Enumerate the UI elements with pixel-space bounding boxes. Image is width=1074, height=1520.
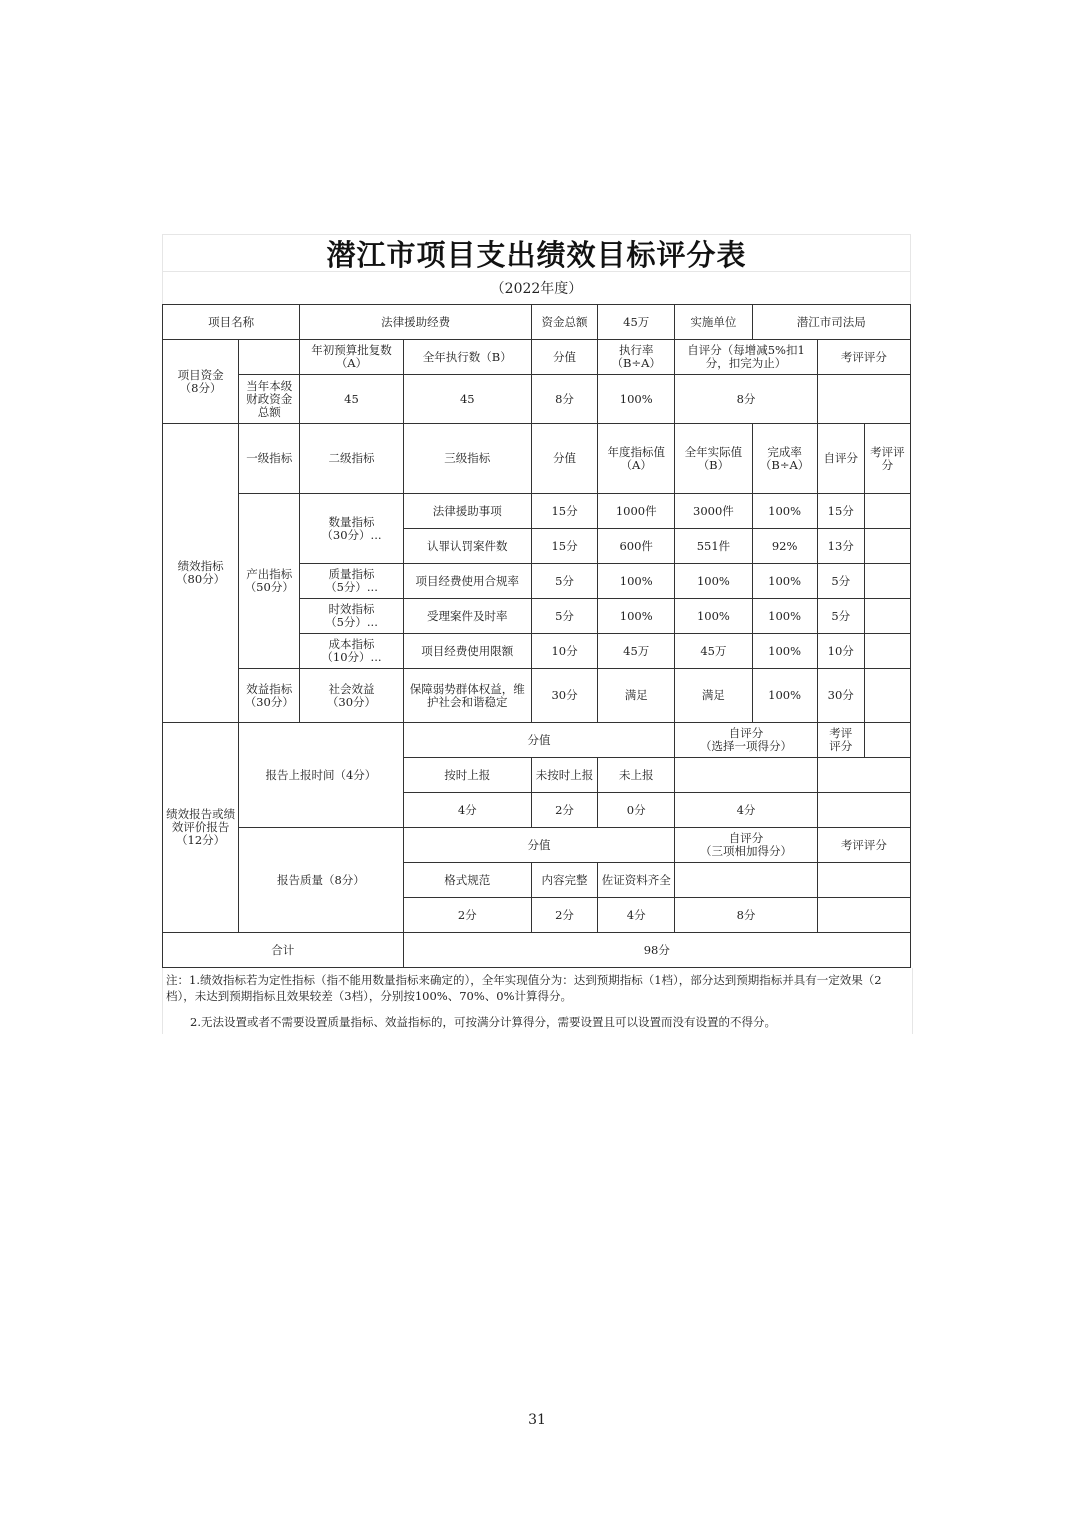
quality-option-format: 格式规范 [403, 863, 531, 898]
row-review [864, 494, 910, 529]
row-actual: 45万 [675, 634, 752, 669]
row-name: 认罪认罚案件数 [403, 529, 531, 564]
quality-score-content: 2分 [531, 898, 597, 933]
unit-label: 实施单位 [675, 305, 752, 340]
funds-col-rate: 执行率 （B÷A） [598, 340, 675, 375]
row-review [864, 634, 910, 669]
row-review [864, 529, 910, 564]
funds-review-score [817, 375, 910, 424]
row-target: 100% [598, 564, 675, 599]
quality-self-empty [675, 863, 817, 898]
quality-review-empty [817, 863, 910, 898]
time-option-late: 未按时上报 [531, 758, 597, 793]
total-label: 合计 [163, 933, 404, 968]
row-name: 项目经费使用限额 [403, 634, 531, 669]
header-row [163, 305, 911, 340]
report-quality-score-label: 分值 [403, 828, 675, 863]
row-name: 法律援助事项 [403, 494, 531, 529]
funds-empty-cell [239, 340, 300, 375]
table-row [163, 494, 911, 529]
funds-row-label: 当年本级财政资金总额 [239, 375, 300, 424]
page-title: 潜江市项目支出绩效目标评分表 [326, 237, 747, 272]
quality-score-evidence: 4分 [598, 898, 675, 933]
page-number: 31 [528, 1412, 546, 1428]
score-sheet [162, 234, 911, 1034]
report-quality-self-label: 自评分 （三项相加得分） [675, 828, 817, 863]
report-time-review-label: 考评 评分 [817, 723, 864, 758]
perf-col-level2: 二级指标 [300, 424, 403, 494]
row-completion: 100% [752, 669, 817, 723]
row-target: 600件 [598, 529, 675, 564]
time-score-ontime: 4分 [403, 793, 531, 828]
year-row [162, 271, 911, 304]
quality-option-evidence: 佐证资料齐全 [598, 863, 675, 898]
note-1: 注：1.绩效指标若为定性指标（指不能用数量指标来确定的），全年实现值分为：达到预期指标（1档），部分达到预期指标并具有一定效果（2档），未达到预期指标且效果较差（3档），分别按100%、70%、0%计算得分。 [166, 973, 882, 1003]
row-self: 15分 [817, 494, 864, 529]
perf-col-score: 分值 [531, 424, 597, 494]
perf-col-self: 自评分 [817, 424, 864, 494]
time-self-empty [675, 758, 817, 793]
total-row [163, 933, 911, 968]
row-name: 保障弱势群体权益，维护社会和谐稳定 [403, 669, 531, 723]
project-name-label: 项目名称 [163, 305, 300, 340]
report-time-header-row [163, 723, 911, 758]
funds-col-self: 自评分（每增减5%扣1分，扣完为止） [675, 340, 817, 375]
row-score: 5分 [531, 599, 597, 634]
performance-section-label: 绩效指标 （80分） [163, 424, 239, 723]
perf-col-target: 年度指标值（A） [598, 424, 675, 494]
row-completion: 100% [752, 634, 817, 669]
time-self-score: 4分 [675, 793, 817, 828]
time-review-empty [817, 758, 910, 793]
row-target: 1000件 [598, 494, 675, 529]
unit-name: 潜江市司法局 [752, 305, 910, 340]
cost-indicator-label: 成本指标 （10分）... [300, 634, 403, 669]
funds-col-budget: 年初预算批复数（A） [300, 340, 403, 375]
row-score: 15分 [531, 494, 597, 529]
funds-rate: 100% [598, 375, 675, 424]
time-option-ontime: 按时上报 [403, 758, 531, 793]
social-benefit-label: 社会效益 （30分） [300, 669, 403, 723]
table-row [163, 669, 911, 723]
funds-header-row [163, 340, 911, 375]
quality-review-score [817, 898, 910, 933]
perf-col-level1: 一级指标 [239, 424, 300, 494]
row-self: 13分 [817, 529, 864, 564]
report-section-label: 绩效报告或绩效评价报告（12分） [163, 723, 239, 933]
quality-score-format: 2分 [403, 898, 531, 933]
row-completion: 100% [752, 564, 817, 599]
row-self: 5分 [817, 599, 864, 634]
perf-col-actual: 全年实际值（B） [675, 424, 752, 494]
perf-col-completion: 完成率 （B÷A） [752, 424, 817, 494]
row-completion: 92% [752, 529, 817, 564]
row-name: 项目经费使用合规率 [403, 564, 531, 599]
report-time-score-label: 分值 [403, 723, 675, 758]
row-actual: 3000件 [675, 494, 752, 529]
benefit-indicator-label: 效益指标 （30分） [239, 669, 300, 723]
funds-executed: 45 [403, 375, 531, 424]
time-option-none: 未上报 [598, 758, 675, 793]
funds-col-score: 分值 [531, 340, 597, 375]
row-actual: 满足 [675, 669, 752, 723]
row-self: 10分 [817, 634, 864, 669]
row-review [864, 564, 910, 599]
report-quality-review-label: 考评评分 [817, 828, 910, 863]
row-completion: 100% [752, 494, 817, 529]
time-review-score [817, 793, 910, 828]
funds-section-label: 项目资金 （8分） [163, 340, 239, 424]
funds-budget: 45 [300, 375, 403, 424]
row-completion: 100% [752, 599, 817, 634]
row-review [864, 669, 910, 723]
funds-data-row [163, 375, 911, 424]
funds-col-review: 考评评分 [817, 340, 910, 375]
performance-header-row [163, 424, 911, 494]
time-indicator-label: 时效指标 （5分）... [300, 599, 403, 634]
row-actual: 551件 [675, 529, 752, 564]
report-quality-header-row [163, 828, 911, 863]
report-time-label: 报告上报时间（4分） [239, 723, 403, 828]
year-label: （2022年度） [490, 281, 583, 297]
row-target: 45万 [598, 634, 675, 669]
perf-col-review: 考评评分 [864, 424, 910, 494]
perf-col-level3: 三级指标 [403, 424, 531, 494]
report-time-empty [864, 723, 910, 758]
time-score-none: 0分 [598, 793, 675, 828]
row-actual: 100% [675, 599, 752, 634]
row-score: 30分 [531, 669, 597, 723]
row-score: 10分 [531, 634, 597, 669]
row-score: 5分 [531, 564, 597, 599]
row-name: 受理案件及时率 [403, 599, 531, 634]
output-indicator-label: 产出指标 （50分） [239, 494, 300, 669]
funds-self-score: 8分 [675, 375, 817, 424]
row-review [864, 599, 910, 634]
quality-self-score: 8分 [675, 898, 817, 933]
score-table [162, 304, 911, 968]
fund-total: 45万 [598, 305, 675, 340]
notes [162, 968, 913, 1034]
project-name: 法律援助经费 [300, 305, 532, 340]
row-actual: 100% [675, 564, 752, 599]
row-self: 5分 [817, 564, 864, 599]
report-time-self-label: 自评分 （选择一项得分） [675, 723, 817, 758]
quality-indicator-label: 质量指标 （5分）... [300, 564, 403, 599]
total-value: 98分 [403, 933, 910, 968]
report-quality-label: 报告质量（8分） [239, 828, 403, 933]
quantity-indicator-label: 数量指标 （30分）... [300, 494, 403, 564]
title-row [162, 234, 911, 271]
row-target: 100% [598, 599, 675, 634]
row-score: 15分 [531, 529, 597, 564]
fund-total-label: 资金总额 [531, 305, 597, 340]
funds-score: 8分 [531, 375, 597, 424]
note-2: 2.无法设置或者不需要设置质量指标、效益指标的，可按满分计算得分，需要设置且可以设置而没有设置的不得分。 [190, 1015, 776, 1029]
funds-col-executed: 全年执行数（B） [403, 340, 531, 375]
row-self: 30分 [817, 669, 864, 723]
time-score-late: 2分 [531, 793, 597, 828]
quality-option-content: 内容完整 [531, 863, 597, 898]
row-target: 满足 [598, 669, 675, 723]
